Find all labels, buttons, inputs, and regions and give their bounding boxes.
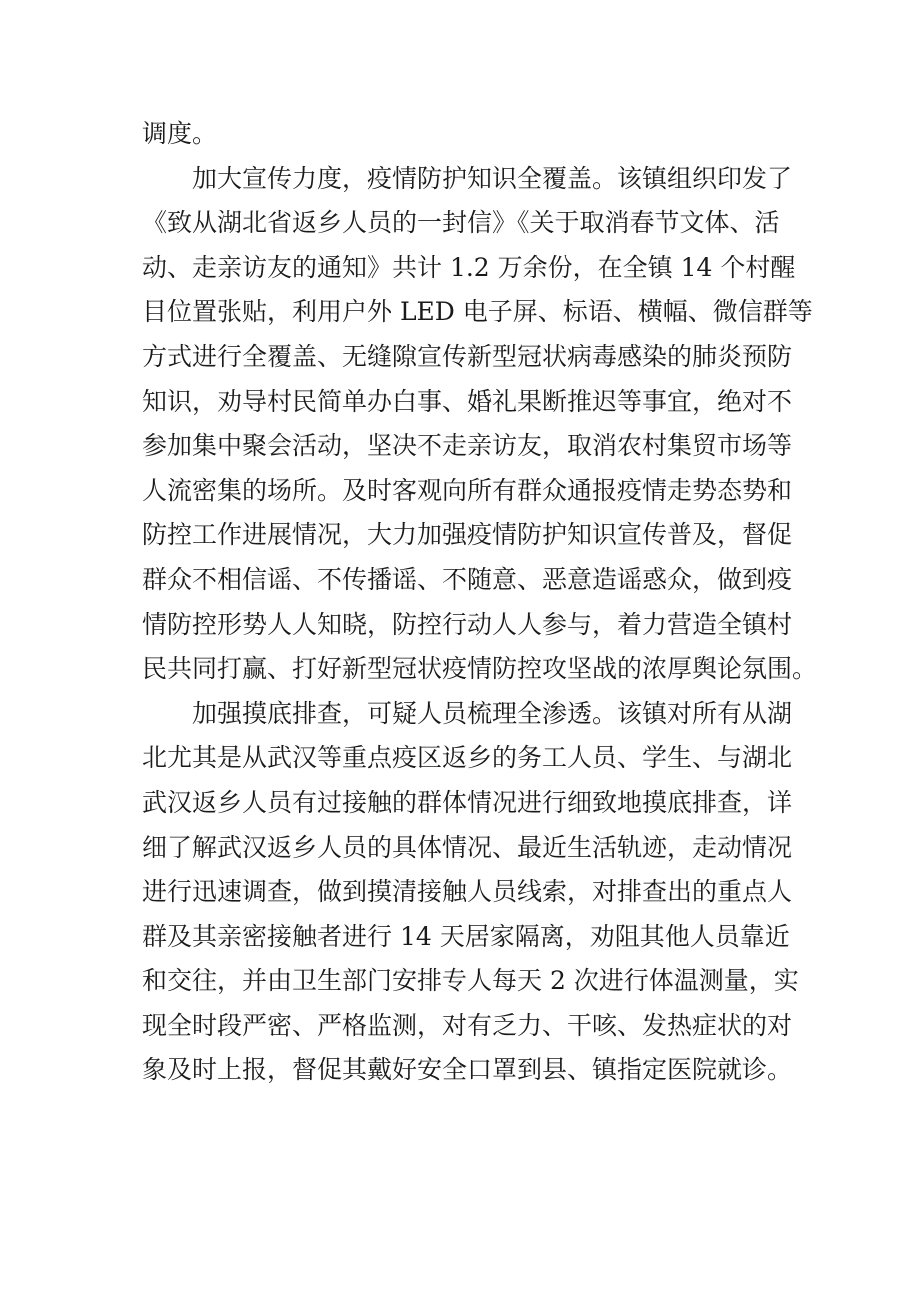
text-line: 方式进行全覆盖、无缝隙宣传新型冠状病毒感染的肺炎预防 xyxy=(142,341,793,371)
document-body xyxy=(142,112,818,1093)
text-line: 知识，劝导村民简单办白事、婚礼果断推迟等事宜，绝对不 xyxy=(142,386,793,416)
text-line: 进行迅速调查，做到摸清接触人员线索，对排查出的重点人 xyxy=(142,877,793,907)
text-line: 加大宣传力度，疫情防护知识全覆盖。该镇组织印发了 xyxy=(192,163,793,193)
text-line: 防控工作进展情况，大力加强疫情防护知识宣传普及，督促 xyxy=(142,520,793,550)
text-line: 象及时上报，督促其戴好安全口罩到县、镇指定医院就诊。 xyxy=(142,1055,793,1085)
text-line: 参加集中聚会活动，坚决不走亲访友，取消农村集贸市场等 xyxy=(142,431,793,461)
text-line: 现全时段严密、严格监测，对有乏力、干咳、发热症状的对 xyxy=(142,1010,793,1040)
text-line: 情防控形势人人知晓，防控行动人人参与，着力营造全镇村 xyxy=(142,609,793,639)
text-line: 群众不相信谣、不传播谣、不随意、恶意造谣惑众，做到疫 xyxy=(142,564,793,594)
paragraph-continuation xyxy=(142,112,790,157)
text-line: 目位置张贴，利用户外 LED 电子屏、标语、横幅、微信群等 xyxy=(142,297,813,327)
paragraph-publicity xyxy=(142,157,818,692)
paragraph-screening xyxy=(142,692,799,1093)
text-line: 加强摸底排查，可疑人员梳理全渗透。该镇对所有从湖 xyxy=(192,698,793,728)
text-line: 和交往，并由卫生部门安排专人每天 2 次进行体温测量，实 xyxy=(142,966,799,996)
text-line: 调度。 xyxy=(142,119,218,148)
text-line: 武汉返乡人员有过接触的群体情况进行细致地摸底排查，详 xyxy=(142,787,793,817)
text-line: 细了解武汉返乡人员的具体情况、最近生活轨迹，走动情况 xyxy=(142,832,793,862)
text-line: 《致从湖北省返乡人员的一封信》《关于取消春节文体、活 xyxy=(142,208,780,238)
text-line: 北尤其是从武汉等重点疫区返乡的务工人员、学生、与湖北 xyxy=(142,743,793,773)
text-line: 民共同打赢、打好新型冠状疫情防控攻坚战的浓厚舆论氛围。 xyxy=(142,654,818,684)
text-line: 群及其亲密接触者进行 14 天居家隔离，劝阻其他人员靠近 xyxy=(142,921,790,951)
text-line: 动、走亲访友的通知》共计 1.2 万余份，在全镇 14 个村醒 xyxy=(142,252,796,282)
text-line: 人流密集的场所。及时客观向所有群众通报疫情走势态势和 xyxy=(142,475,793,505)
